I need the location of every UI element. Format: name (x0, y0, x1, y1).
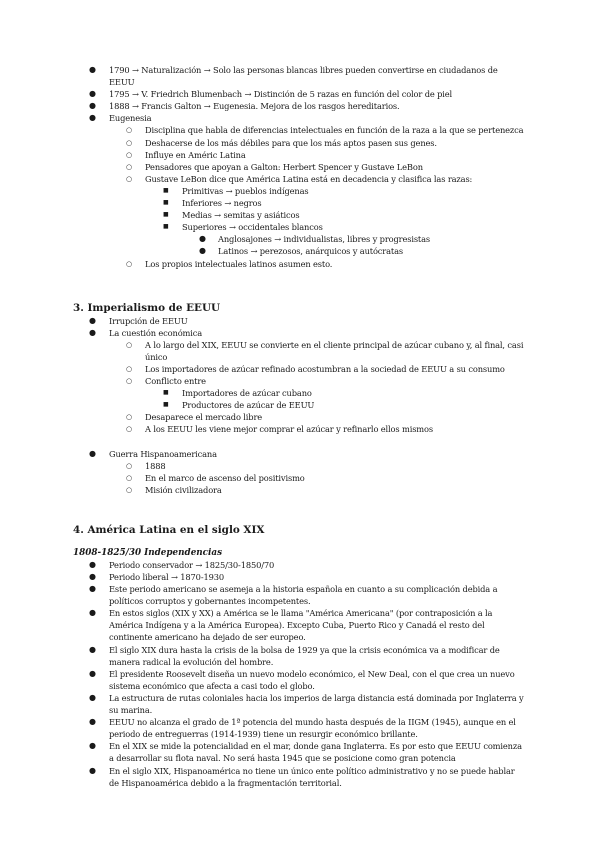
bullet-icon: ○ (126, 138, 132, 147)
bullet-icon: ● (199, 246, 206, 256)
list-item-text: En el XIX se mide la potencialidad en el mar, donde gana Inglaterra. Es por esto que EEUU comienza a desarrollar su flota naval. No será hasta 1945 que se posicione como gran potencia (109, 741, 522, 764)
list-item-text: Superiores → occidentales blancos (182, 222, 323, 233)
bullet-icon: ● (89, 315, 96, 325)
list-item-text: La cuestión económica (109, 327, 203, 338)
list-item-text: En el siglo XIX, Hispanoamérica no tiene un único ente político administrativo y no se puede hablar de Hispanoamérica debido a la fragmentación territorial. (109, 765, 515, 788)
bullet-icon: ○ (126, 413, 132, 422)
list-item (163, 221, 525, 233)
list-item (126, 137, 525, 149)
list-item-text: Medias → semitas y asiáticos (182, 210, 300, 221)
list-item-text: Importadores de azúcar cubano (182, 388, 312, 399)
bullet-icon: ● (89, 113, 96, 123)
bullet-icon: ○ (126, 461, 132, 470)
bullet-icon: ● (89, 448, 96, 458)
list-item (89, 327, 525, 339)
list-item-text: El presidente Roosevelt diseña un nuevo modelo económico, el New Deal, con el que crea un nuevo sistema económico que afecta a casi todo el globo. (109, 668, 515, 691)
list-item (89, 64, 525, 88)
list-item (126, 339, 525, 363)
list-item (89, 88, 525, 100)
list-item-text: La estructura de rutas coloniales hacia los imperios de larga distancia está dominada por Inglaterra y su marina. (109, 692, 524, 716)
list-item (89, 583, 525, 607)
list-item (89, 716, 525, 740)
list-item-text: Los importadores de azúcar refinado acostumbran a la sociedad de EEUU a su consumo (145, 363, 505, 374)
list-item-text: 1888 (145, 460, 166, 471)
list-item (89, 607, 525, 643)
list-item-text: Inferiores → negros (182, 198, 262, 209)
list-item (126, 411, 525, 423)
list-item-text: En estos siglos (XIX y XX) a América se le llama "América Americana" (por contraposición a la América Indígena y a la América Europea). Excepto Cuba, Puerto Rico y Canadá el resto del continente americano ha dejado de ser europeo. (109, 608, 493, 643)
list-item (89, 571, 525, 583)
section-3-heading: 3. Imperialismo de EEUU (73, 301, 221, 314)
bullet-icon: ● (89, 584, 96, 594)
list-item (126, 149, 525, 161)
section-3-list (0, 315, 600, 436)
bullet-icon: ● (89, 101, 96, 111)
list-item (89, 112, 525, 124)
section-4-subheading: 1808-1825/30 Independencias (73, 547, 223, 558)
list-item-text: El siglo XIX dura hasta la crisis de la bolsa de 1929 ya que la crisis económica va a modificar de manera radical la evolución del hombre. (109, 644, 500, 667)
list-item-text: Anglosajones → individualistas, libres y progresistas (218, 234, 431, 245)
bullet-icon: ● (89, 65, 96, 74)
list-item-text: A lo largo del XIX, EEUU se convierte en el cliente principal de azúcar cubano y, al final, casi único (145, 339, 524, 362)
list-item-text: Productores de azúcar de EEUU (182, 400, 315, 411)
list-item-text: A los EEUU les viene mejor comprar el azúcar y refinarlo ellos mismos (145, 424, 433, 435)
list-item-text: Primitivas → pueblos indígenas (182, 185, 309, 196)
section-4-list (0, 559, 600, 789)
bullet-icon: ○ (126, 340, 132, 349)
list-item (89, 740, 525, 764)
bullet-icon: ● (89, 668, 96, 678)
list-item (89, 448, 525, 460)
bullet-icon: ○ (126, 364, 132, 373)
bullet-icon: ● (89, 572, 96, 581)
list-item (199, 233, 525, 245)
bullet-icon: ● (89, 717, 96, 727)
list-item-text: Irrupción de EEUU (109, 315, 188, 326)
bullet-icon: ○ (126, 377, 132, 386)
bullet-icon: ● (89, 89, 96, 99)
list-item (199, 245, 525, 257)
list-item (163, 387, 525, 399)
bullet-icon: ● (89, 692, 96, 702)
list-item (89, 668, 525, 692)
bullet-icon: ■ (163, 223, 169, 231)
bullet-icon: ○ (126, 150, 132, 159)
list-item-text: 1790 → Naturalización → Solo las personas blancas libres pueden convertirse en ciudadanos de EEUU (109, 65, 498, 88)
list-item-text: EEUU no alcanza el grado de 1ª potencia del mundo hasta después de la IIGM (1945), aunque en el periodo de entreguerras (1914-1939) tiene un resurgir económico brillante. (109, 717, 516, 740)
bullet-icon: ● (89, 741, 96, 751)
list-item-text: Este periodo americano se asemeja a la historia española en cuanto a su complicación debida a políticos corruptos y gobernantes incompetentes. (109, 584, 498, 607)
section-4-heading: 4. América Latina en el siglo XIX (73, 523, 265, 536)
bullet-icon: ● (89, 608, 96, 618)
list-item-text: Periodo conservador → 1825/30-1850/70 (109, 559, 275, 570)
bullet-icon: ○ (126, 485, 132, 494)
bullet-icon: ● (89, 765, 96, 775)
list-item (126, 423, 525, 435)
list-item-text: En el marco de ascenso del positivismo (145, 472, 305, 483)
document-page (0, 64, 600, 789)
list-item-text: 1795 → V. Friedrich Blumenbach → Distinción de 5 razas en función del color de piel (109, 89, 453, 100)
bullet-icon: ○ (126, 174, 132, 183)
section-3-list-b (0, 448, 600, 496)
list-item (126, 484, 525, 496)
bullet-icon: ○ (126, 162, 132, 171)
list-item (126, 124, 525, 136)
list-item-text: Guerra Hispanoamericana (109, 448, 217, 459)
section-2-list (0, 64, 600, 270)
list-item (89, 315, 525, 327)
list-item (126, 460, 525, 472)
list-item-text: Periodo liberal → 1870-1930 (109, 572, 224, 582)
list-item-text: Latinos → perezosos, anárquicos y autócratas (218, 246, 404, 257)
list-item (126, 258, 525, 270)
bullet-icon: ■ (163, 199, 169, 207)
list-item-text: Misión civilizadora (145, 484, 222, 495)
list-item-text: 1888 → Francis Galton → Eugenesia. Mejora de los rasgos hereditarios. (109, 101, 400, 112)
list-item-text: Los propios intelectuales latinos asumen esto. (145, 258, 333, 269)
bullet-icon: ● (89, 644, 96, 654)
list-item-text: Desaparece el mercado libre (145, 412, 263, 423)
list-item (163, 399, 525, 411)
bullet-icon: ● (89, 559, 96, 569)
list-item-text: Deshacerse de los más débiles para que los más aptos pasen sus genes. (145, 137, 437, 148)
list-item-text: Pensadores que apoyan a Galton: Herbert Spencer y Gustave LeBon (145, 161, 423, 172)
bullet-icon: ■ (163, 401, 169, 409)
list-item (126, 173, 525, 185)
list-item (89, 559, 525, 571)
list-item (126, 363, 525, 375)
list-item-text: Gustave LeBon dice que América Latina está en decadencia y clasifica las razas: (145, 173, 473, 184)
list-item-text: Eugenesia (109, 113, 152, 124)
list-item (89, 765, 525, 789)
list-item-text: Disciplina que habla de diferencias intelectuales en función de la raza a la que se pertenezca (145, 125, 524, 136)
list-item-text: Conflicto entre (145, 376, 206, 387)
list-item (89, 100, 525, 112)
list-item-text: Influye en Améric Latina (145, 149, 246, 160)
bullet-icon: ■ (163, 389, 169, 397)
list-item (126, 472, 525, 484)
list-item (89, 692, 525, 716)
list-item (126, 375, 525, 387)
bullet-icon: ○ (126, 126, 132, 135)
list-item (89, 644, 525, 668)
bullet-icon: ● (199, 234, 206, 244)
bullet-icon: ○ (126, 473, 132, 482)
bullet-icon: ○ (126, 425, 132, 434)
list-item (163, 185, 525, 197)
list-item (163, 197, 525, 209)
bullet-icon: ■ (163, 186, 169, 194)
list-item (126, 161, 525, 173)
bullet-icon: ■ (163, 211, 169, 219)
list-item (163, 209, 525, 221)
bullet-icon: ● (89, 327, 96, 337)
bullet-icon: ○ (126, 259, 132, 268)
